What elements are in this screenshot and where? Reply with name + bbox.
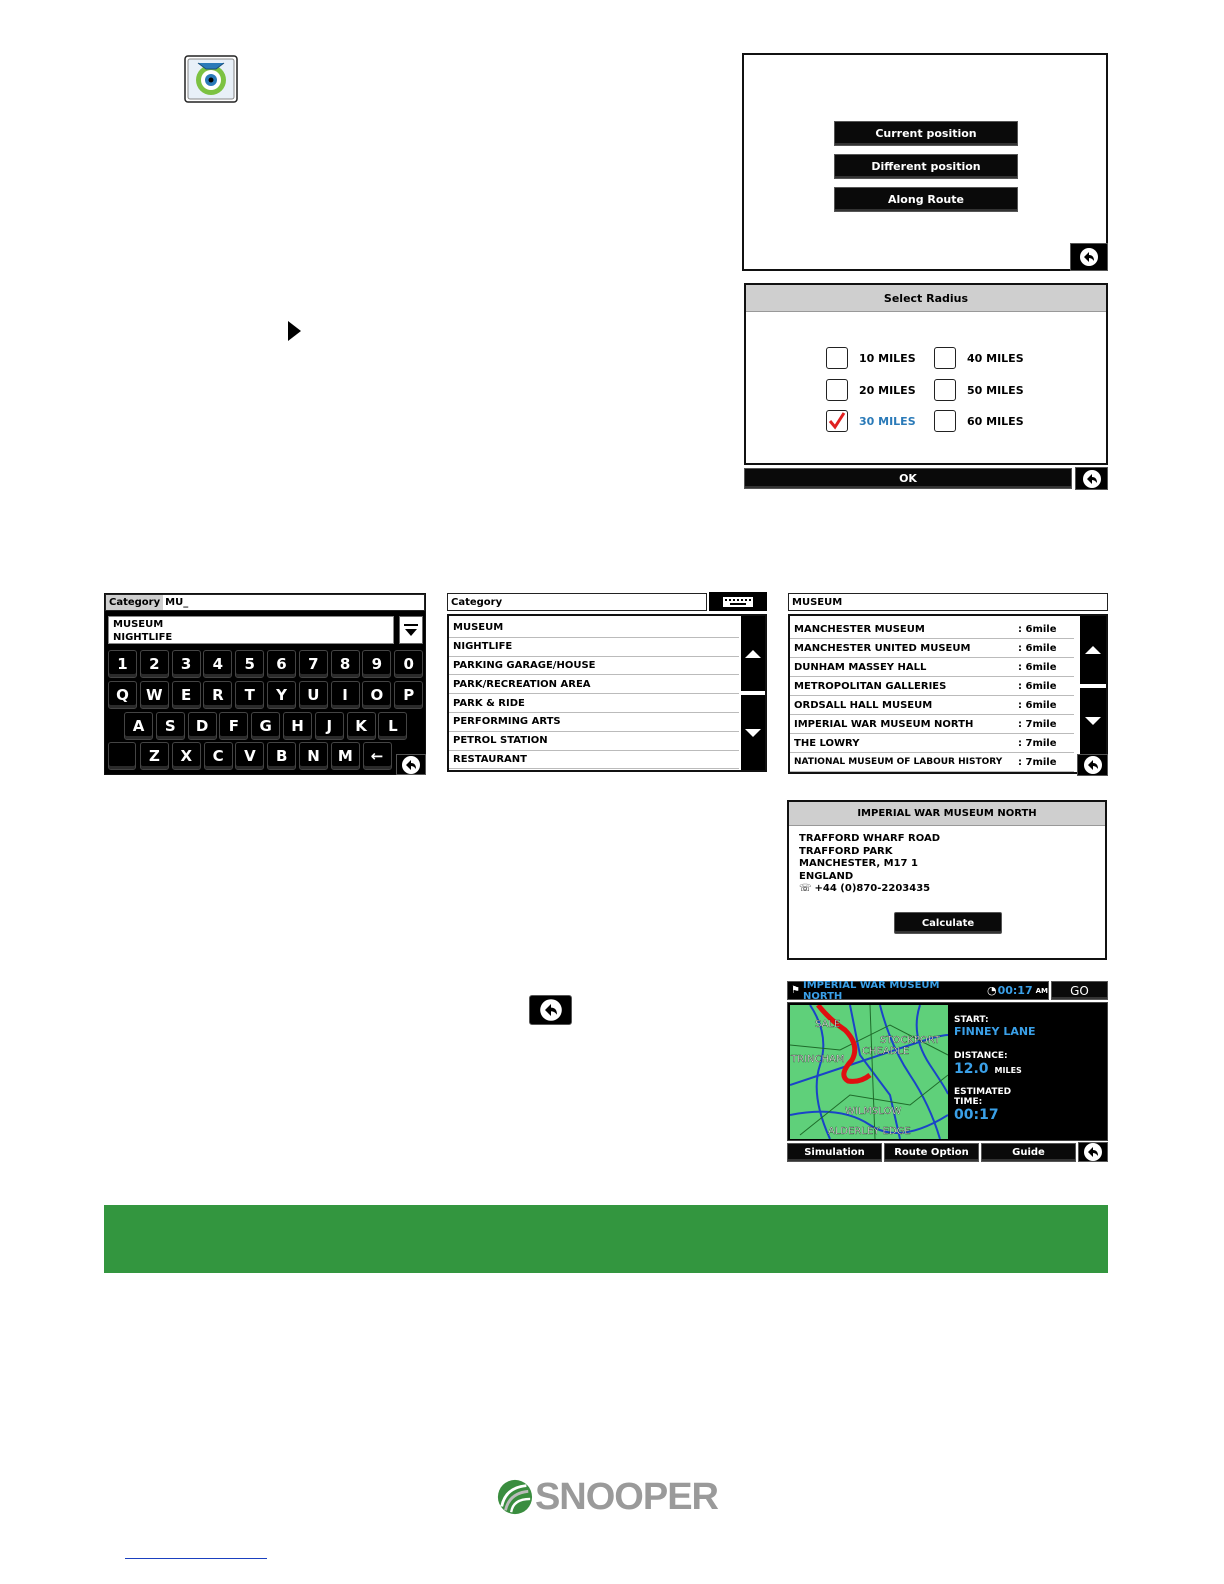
result-list-item[interactable] bbox=[790, 734, 1074, 753]
key-h[interactable]: H bbox=[283, 712, 312, 740]
result-name: METROPOLITAN GALLERIES bbox=[794, 680, 947, 692]
distance-value: 12.0 bbox=[954, 1061, 989, 1077]
map-label: ALDERLEY EDGE bbox=[828, 1126, 911, 1137]
result-distance: : 6mile bbox=[1018, 642, 1057, 654]
key-f[interactable]: F bbox=[219, 712, 248, 740]
result-distance: : 6mile bbox=[1018, 680, 1057, 692]
arrow-right-icon bbox=[288, 321, 301, 341]
footer-rule bbox=[125, 1558, 267, 1559]
result-list-item[interactable] bbox=[790, 753, 1074, 772]
scroll-down-button[interactable] bbox=[1080, 688, 1106, 754]
key-4[interactable]: 4 bbox=[203, 650, 232, 678]
key-q[interactable]: Q bbox=[108, 681, 137, 709]
back-button[interactable] bbox=[1078, 1142, 1108, 1162]
radius-title: Select Radius bbox=[746, 285, 1106, 312]
radius-option-label: 60 MILES bbox=[967, 415, 1024, 428]
key-n[interactable]: N bbox=[299, 742, 328, 770]
result-name: IMPERIAL WAR MUSEUM NORTH bbox=[794, 718, 974, 730]
guide-button[interactable]: Guide bbox=[981, 1143, 1076, 1162]
poi-detail-screen bbox=[787, 800, 1107, 960]
map-label: TRINCHAM bbox=[791, 1054, 845, 1065]
address-line: ENGLAND bbox=[799, 870, 854, 882]
arrow-down-icon bbox=[745, 729, 761, 737]
start-value: FINNEY LANE bbox=[954, 1025, 1036, 1038]
results-list-screen bbox=[788, 614, 1108, 774]
key-backspace[interactable]: ← bbox=[363, 742, 392, 770]
field-value: MU_ bbox=[165, 597, 189, 608]
key-6[interactable]: 6 bbox=[267, 650, 296, 678]
distance-unit: MILES bbox=[994, 1066, 1022, 1075]
suggestion-item[interactable]: MUSEUM bbox=[113, 619, 164, 630]
route-info bbox=[954, 1015, 1104, 1123]
phone-row bbox=[799, 883, 940, 896]
result-distance: : 7mile bbox=[1018, 718, 1057, 730]
category-list-item[interactable]: PERFORMING ARTS bbox=[449, 713, 739, 732]
result-name: MANCHESTER MUSEUM bbox=[794, 623, 925, 635]
checkmark-icon bbox=[827, 411, 846, 430]
map-label: STOCKPORT bbox=[880, 1035, 941, 1046]
map-label: WILMSLOW bbox=[845, 1106, 902, 1117]
back-button[interactable] bbox=[1075, 467, 1108, 490]
route-time: 00:17 bbox=[997, 984, 1033, 997]
snooper-logo bbox=[496, 1474, 718, 1520]
result-distance: : 7mile bbox=[1018, 737, 1057, 749]
category-list-item[interactable]: PARK/RECREATION AREA bbox=[449, 675, 739, 694]
clock-icon: ◔ bbox=[986, 984, 997, 997]
key-l[interactable]: L bbox=[378, 712, 407, 740]
results-header: MUSEUM bbox=[788, 593, 1108, 611]
address-line: TRAFFORD PARK bbox=[799, 845, 893, 857]
result-distance: : 6mile bbox=[1018, 661, 1057, 673]
back-button-illustration bbox=[529, 995, 572, 1025]
route-ampm: AM bbox=[1035, 986, 1048, 995]
address-block bbox=[799, 833, 940, 896]
category-list-item[interactable]: MUSEUM bbox=[449, 619, 739, 638]
key-r[interactable]: R bbox=[203, 681, 232, 709]
distance-row bbox=[954, 1061, 1104, 1077]
radius-option-label: 20 MILES bbox=[859, 384, 916, 397]
poi-title: IMPERIAL WAR MUSEUM NORTH bbox=[789, 802, 1105, 826]
flag-icon: ⚑ bbox=[791, 985, 800, 996]
result-list-item[interactable] bbox=[790, 696, 1074, 715]
key-o[interactable]: O bbox=[362, 681, 391, 709]
start-label: START: bbox=[954, 1015, 989, 1025]
result-name: THE LOWRY bbox=[794, 737, 860, 749]
route-option-button[interactable]: Route Option bbox=[884, 1143, 979, 1162]
current-position-button[interactable]: Current position bbox=[834, 121, 1018, 146]
simulation-button[interactable]: Simulation bbox=[787, 1143, 882, 1162]
key-d[interactable]: D bbox=[188, 712, 217, 740]
scroll-down-button[interactable] bbox=[741, 695, 765, 770]
keyboard-screen bbox=[104, 593, 426, 775]
category-list-item[interactable]: NIGHTLIFE bbox=[449, 638, 739, 657]
poi-eye-icon bbox=[184, 55, 238, 103]
map-label: CHEADLE bbox=[862, 1046, 910, 1057]
key-z[interactable]: Z bbox=[140, 742, 169, 770]
suggestion-list bbox=[108, 616, 394, 644]
category-list-item[interactable]: PARKING GARAGE/HOUSE bbox=[449, 657, 739, 676]
radius-option-label: 40 MILES bbox=[967, 352, 1024, 365]
distance-label: DISTANCE: bbox=[954, 1051, 1008, 1061]
key-v[interactable]: V bbox=[235, 742, 264, 770]
arrow-up-icon bbox=[1085, 646, 1101, 654]
radius-checkbox[interactable] bbox=[826, 347, 848, 369]
radius-checkbox[interactable] bbox=[934, 347, 956, 369]
result-list-item[interactable] bbox=[790, 620, 1074, 639]
key-c[interactable]: C bbox=[204, 742, 233, 770]
back-arrow-icon bbox=[539, 998, 563, 1022]
key-2[interactable]: 2 bbox=[140, 650, 169, 678]
chevron-down-icon bbox=[403, 623, 419, 637]
snooper-swirl-icon bbox=[496, 1477, 534, 1517]
key-u[interactable]: U bbox=[299, 681, 328, 709]
key-b[interactable]: B bbox=[267, 742, 296, 770]
arrow-down-icon bbox=[1085, 717, 1101, 725]
result-list-item[interactable] bbox=[790, 658, 1074, 677]
key-m[interactable]: M bbox=[331, 742, 360, 770]
result-list-item[interactable] bbox=[790, 715, 1074, 734]
key-e[interactable]: E bbox=[172, 681, 201, 709]
result-name: NATIONAL MUSEUM OF LABOUR HISTORY bbox=[794, 757, 1003, 767]
radius-option-label: 30 MILES bbox=[859, 415, 916, 428]
key-y[interactable]: Y bbox=[267, 681, 296, 709]
address-line: TRAFFORD WHARF ROAD bbox=[799, 833, 941, 844]
suggestion-item[interactable]: NIGHTLIFE bbox=[113, 632, 173, 643]
key-5[interactable]: 5 bbox=[235, 650, 264, 678]
radius-option-label: 50 MILES bbox=[967, 384, 1024, 397]
result-list-item[interactable] bbox=[790, 677, 1074, 696]
result-distance: : 6mile bbox=[1018, 623, 1057, 635]
key-w[interactable]: W bbox=[140, 681, 169, 709]
keyboard-icon bbox=[722, 596, 754, 608]
key-0[interactable]: 0 bbox=[394, 650, 423, 678]
search-location-screen bbox=[742, 53, 1108, 271]
back-arrow-icon bbox=[1082, 469, 1102, 489]
key-s[interactable]: S bbox=[156, 712, 185, 740]
scroll-up-button[interactable] bbox=[741, 616, 765, 691]
category-search-field[interactable] bbox=[105, 594, 425, 611]
back-arrow-icon bbox=[1079, 247, 1099, 267]
back-arrow-icon bbox=[1083, 1142, 1103, 1162]
radius-checkbox[interactable] bbox=[826, 410, 848, 432]
brand-name: SNOOPER bbox=[534, 1475, 718, 1518]
go-button[interactable]: GO bbox=[1051, 981, 1108, 1000]
different-position-button[interactable]: Different position bbox=[834, 154, 1018, 179]
radius-option-label: 10 MILES bbox=[859, 352, 916, 365]
result-name: MANCHESTER UNITED MUSEUM bbox=[794, 642, 971, 654]
radius-checkbox[interactable] bbox=[934, 410, 956, 432]
ok-button[interactable]: OK bbox=[744, 468, 1072, 489]
scroll-up-button[interactable] bbox=[1080, 616, 1106, 684]
back-button[interactable] bbox=[396, 754, 426, 775]
eta-value: 00:17 bbox=[954, 1107, 999, 1123]
back-button[interactable] bbox=[1070, 243, 1108, 271]
radius-checkbox[interactable] bbox=[934, 379, 956, 401]
radius-checkbox[interactable] bbox=[826, 379, 848, 401]
result-distance: : 7mile bbox=[1018, 756, 1057, 768]
key-blank[interactable] bbox=[108, 742, 136, 770]
result-list-item[interactable] bbox=[790, 639, 1074, 658]
map-label: SALE bbox=[815, 1019, 841, 1030]
key-i[interactable]: I bbox=[331, 681, 360, 709]
field-label: Category bbox=[106, 595, 163, 610]
key-8[interactable]: 8 bbox=[331, 650, 360, 678]
key-9[interactable]: 9 bbox=[362, 650, 391, 678]
back-button[interactable] bbox=[1077, 754, 1108, 776]
phone-number: +44 (0)870-2203435 bbox=[814, 883, 931, 894]
calculate-button[interactable]: Calculate bbox=[894, 912, 1002, 934]
phone-icon: ☏ bbox=[799, 883, 812, 894]
route-map[interactable] bbox=[790, 1005, 948, 1139]
route-summary-screen bbox=[787, 1002, 1108, 1141]
select-radius-screen bbox=[744, 283, 1108, 465]
green-banner bbox=[104, 1205, 1108, 1273]
key-g[interactable]: G bbox=[251, 712, 280, 740]
eta-label: ESTIMATED TIME: bbox=[954, 1087, 1012, 1107]
along-route-button[interactable]: Along Route bbox=[834, 187, 1018, 212]
key-1[interactable]: 1 bbox=[108, 650, 137, 678]
result-name: ORDSALL HALL MUSEUM bbox=[794, 699, 933, 711]
category-list-screen bbox=[447, 614, 767, 772]
key-x[interactable]: X bbox=[172, 742, 201, 770]
category-header: Category bbox=[447, 593, 707, 611]
dropdown-button[interactable] bbox=[399, 616, 423, 644]
route-destination: IMPERIAL WAR MUSEUM NORTH bbox=[802, 979, 940, 1002]
result-distance: : 6mile bbox=[1018, 699, 1057, 711]
key-3[interactable]: 3 bbox=[172, 650, 201, 678]
address-line: MANCHESTER, M17 1 bbox=[799, 858, 918, 869]
back-arrow-icon bbox=[1083, 755, 1103, 775]
key-t[interactable]: T bbox=[235, 681, 264, 709]
result-name: DUNHAM MASSEY HALL bbox=[794, 661, 927, 673]
back-arrow-icon bbox=[401, 755, 421, 775]
key-p[interactable]: P bbox=[394, 681, 423, 709]
key-7[interactable]: 7 bbox=[299, 650, 328, 678]
category-list-item[interactable]: RESTAURANT bbox=[449, 751, 739, 770]
route-header-bar bbox=[787, 981, 1049, 1000]
key-k[interactable]: K bbox=[347, 712, 376, 740]
category-list-item[interactable]: PARK & RIDE bbox=[449, 694, 739, 713]
keyboard-toggle-button[interactable] bbox=[709, 592, 767, 611]
key-a[interactable]: A bbox=[124, 712, 153, 740]
category-list-item[interactable]: PETROL STATION bbox=[449, 732, 739, 751]
key-j[interactable]: J bbox=[315, 712, 344, 740]
arrow-up-icon bbox=[745, 650, 761, 658]
